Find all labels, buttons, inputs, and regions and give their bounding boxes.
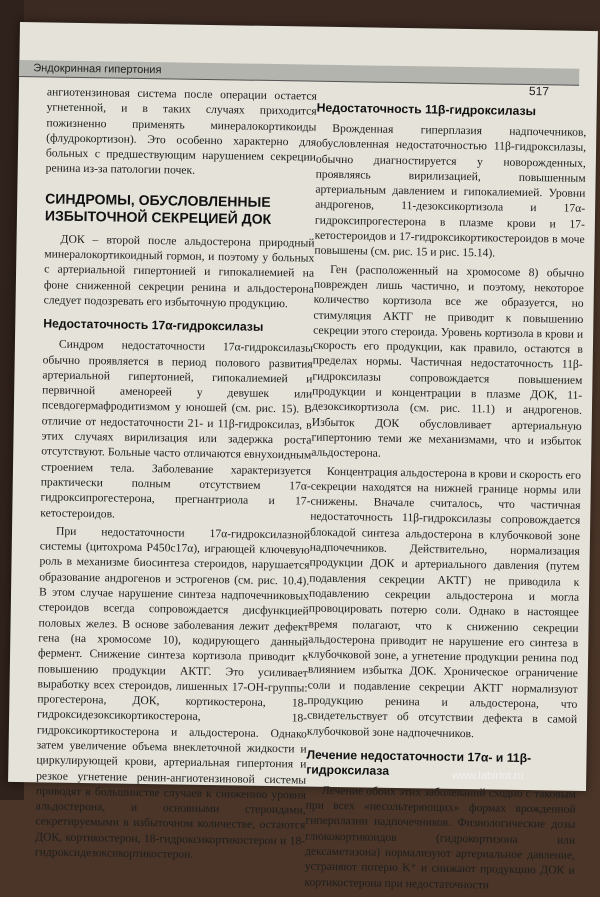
paragraph-treatment: Лечение обоих этих заболеваний сходно с таковым при всех «несольтеряющих» формах врожденной гиперплазии надпочечников. Физиологические дозы глюкокортикоидов (гидрокортизона или дексаметазона) нормализуют артериальное давление, устраняют потерю K⁺ и снижают продукцию ДОК и кортикостерона при недостаточности bbox=[304, 783, 577, 892]
paragraph-17a-mechanism: При недостаточности 17α-гидроксилазной системы (цитохрома P450c17α), играющей ключевую роль в механизме биосинтеза стероидов, нарушается образование андрогенов и эстрогенов (см. рис. 10.4). В этом случае нарушение синтеза надпочечниковых стероидов всегда сопровождается дисфункцией половых желез. В основе заболевания лежит дефект гена (на хромосоме 10), кодирующего данный фермент. Снижение синтеза кортизола приводит к повышению продукции АКТГ. Это усиливает выработку всех стероидов, лишенных 17-OH-группы: прогестерона, ДОК, кортикостерона, 18-гидроксидезоксикортикостерона, 18-гидроксикортикостерона и альдостерона. Однако затем увеличение объема внеклеточной жидкости и циркулирующей крови, артериальная гипертония и резкое угнетение ренин-ангиотензиновой системы приводят в большинстве случаев к снижению уровня альдостерона, и основными стероидами, секретируемыми в избыточном количестве, остаются ДОК, кортикостерон, 18-гидроксикортикостерон и 18-гидроксидезоксикортикостерон. bbox=[34, 524, 311, 861]
subheading-treatment: Лечение недостаточности 17α- и 11β-гидроксилаза bbox=[306, 747, 532, 778]
subheading-17a: Недостаточность 17α-гидроксилазы bbox=[43, 316, 264, 335]
watermark: www.labirint.ru bbox=[452, 770, 524, 782]
page-number: 517 bbox=[528, 84, 550, 99]
intro-paragraph: ангиотензиновая система после операции остается угнетенной, и в таких случаях приходится пожизненно применять минералокортикоиды (флудрокортизон). Это особенно характерно для больных с предшествующим нарушением секреции ренина из-за патологии почек. bbox=[45, 85, 317, 178]
section-title: СИНДРОМЫ, ОБУСЛОВЛЕННЫЕ ИЗБЫТОЧНОЙ СЕКРЕЦИЕЙ ДОК bbox=[44, 190, 272, 227]
paragraph-11b-aldosterone: Концентрация альдостерона в крови и скорость его секреции находятся на нижней границе нормы или снижены. Вначале считалось, что частичная недостаточность 11β-гидроксилазы сопровождается блокадой синтеза альдостерона в клубочковой зоне надпочечников. Действительно, нормализация продукции ДОК и артериального давления (путем подавления секреции АКТГ) не приводила к подавлению секреции альдостерона и могла провоцировать потерю соли. Однако в настоящее время полагают, что к снижению секреции альдостерона приводит не нарушение его синтеза в клубочковой зоне, а угнетение продукции ренина под влиянием избытка ДОК. Хроническое ограничение соли и подавление секреции АКТГ нормализуют продукцию ренина и альдостерона, что свидетельствует об отсутствии дефекта в самой клубочковой зоне надпочечников. bbox=[306, 464, 582, 740]
left-column bbox=[35, 84, 317, 867]
paragraph-11b-diagnosis: Врожденная гиперплазия надпочечников, обусловленная недостаточностью 11β-гидроксилазы, обычно диагностируется у новорожденных, проявляясь вирилизацией, повышенным артериальным давлением и гипокалиемией. Уровни андрогенов, 11-дезоксикортизола и 17α-гидроксипрогестерона в плазме крови и 17-кетостероидов и 17-гидроксикортикостероидов в моче повышены (см. рис. 15 и рис. 15.14). bbox=[314, 121, 587, 260]
paragraph-17a-syndrome: Синдром недостаточности 17α-гидроксилазы обычно проявляется в период полового развития артериальной гипертонией, гипокалиемией и первичной аменореей у девушек или псевдогермафродитизмом у юношей (см. рис. 15). В отличие от недостаточности 21- и 11β-гидроксилаз, в этих случаях вирилизация или задержка роста отсутствуют. Больные часто отличаются евнухоидным строением тела. Заболевание характеризуется практически полным отсутствием 17α-гидроксипрогестерона, прегнантриола и 17-кетостероидов. bbox=[40, 337, 314, 521]
running-head: Эндокринная гипертония bbox=[33, 62, 162, 77]
book-page bbox=[8, 22, 598, 892]
right-column bbox=[304, 101, 586, 897]
paragraph-11b-gene: Ген (расположенный на хромосоме 8) обычно поврежден лишь частично, и поэтому, некоторое количество кортизола все же образуется, но стимуляция АКТГ не приводит к повышению секреции этого стероида. Уровень кортизола в крови и скорость его продукции, как правило, остаются в пределах нормы. Частичная недостаточность 11β-гидроксилазы сопровождается повышением продукции и концентрации в плазме ДОК, 11-дезоксикортизола (см. рис. 11.1) и андрогенов. Избыток ДОК обусловливает артериальную гипертонию теми же механизмами, что и избыток альдостерона. bbox=[311, 262, 585, 460]
section-paragraph: ДОК – второй после альдостерона природный минералокортикоидный гормон, и поэтому у больных с артериальной гипертонией и гипокалиемией на фоне сниженной секреции ренина и альдостерона следует подозревать его избыточную продукцию. bbox=[43, 232, 315, 311]
subheading-11b: Недостаточность 11β-гидроксилазы bbox=[316, 100, 537, 119]
